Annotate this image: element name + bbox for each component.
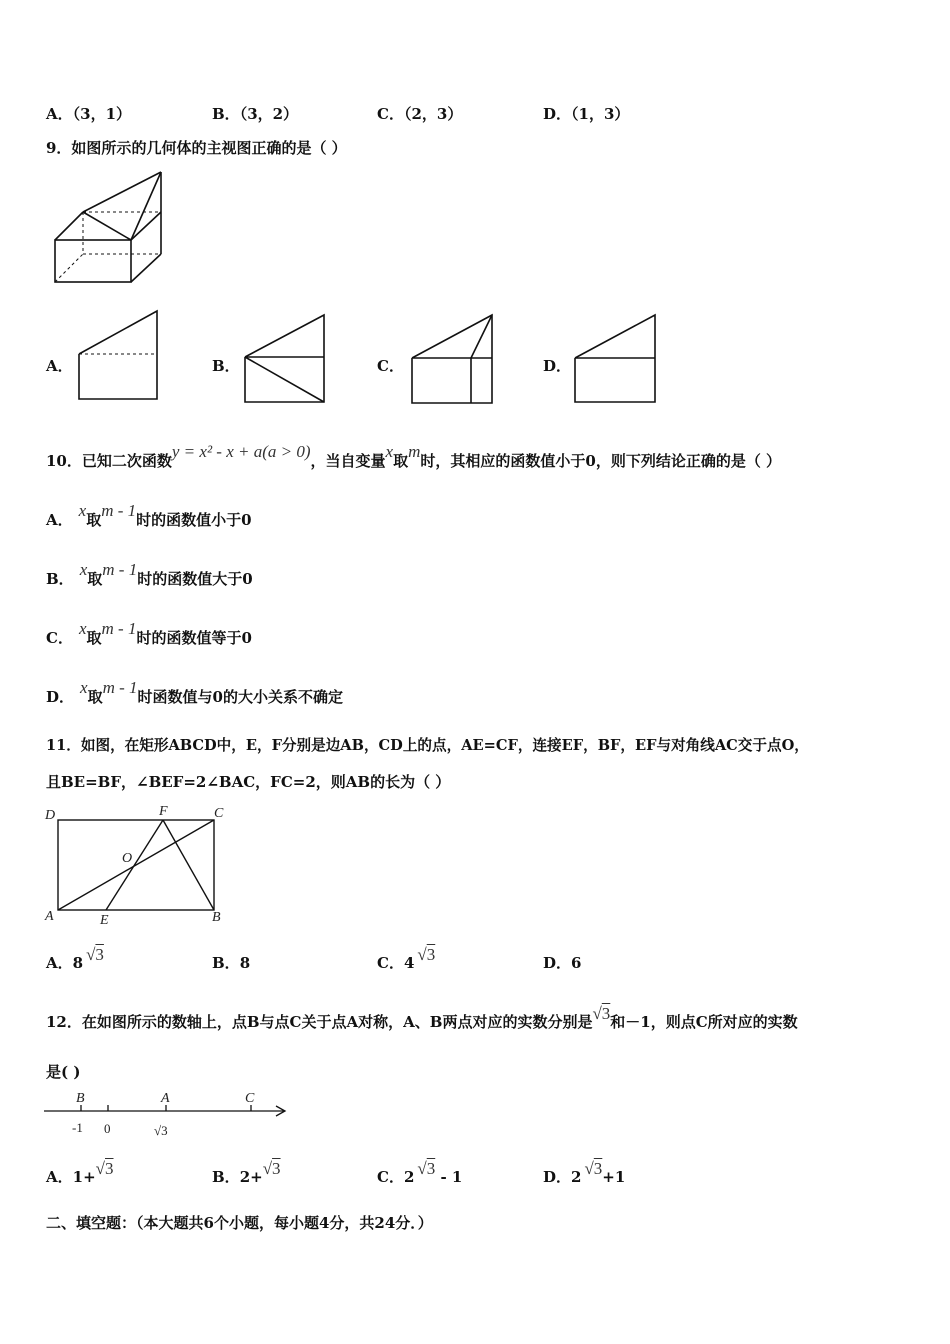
q12-number-line [44,1088,294,1146]
q12-option-c: C．2 √3 - 1 [377,1159,463,1186]
q12-option-b: B．2+√3 [212,1159,281,1186]
q8-option-c: C．（2，3） [377,105,463,123]
q12-option-d: D．2 √3+1 [543,1159,626,1186]
q10-option-d: D． x取m - 1时函数值与0的大小关系不确定 [46,678,343,706]
q9-solid-figure [50,170,170,288]
q9-option-b-label: B． [212,357,240,375]
q10-option-a: A． x取m - 1时的函数值小于0 [46,501,252,529]
q11-label-o: O [122,851,133,866]
q9-option-c-label: C． [377,357,404,375]
q9-option-b-figure [242,312,328,406]
q11-option-c: C．4 √3 [377,945,436,972]
q10-option-b: B． x取m - 1时的函数值大于0 [46,560,253,588]
q11-label-f: F [159,804,168,819]
q12-tick-sqrt3: √3 [154,1123,168,1138]
q11-stem-line2: 且BE=BF，∠BEF=2∠BAC，FC=2，则AB的长为（ ） [46,773,451,791]
q11-label-a: A [45,909,54,924]
q10-option-c: C． x取m - 1时的函数值等于0 [46,619,252,647]
q11-option-b: B．8 [212,954,251,972]
q12-stem-line2: 是( ) [46,1063,81,1081]
q11-rectangle-figure [42,802,242,930]
q12-option-a: A．1+√3 [46,1159,114,1186]
q11-label-b: B [212,910,221,925]
q9-option-d-figure [572,312,660,406]
q11-option-a: A．8 √3 [46,945,104,972]
q12-stem-line1: 12．在如图所示的数轴上，点B与点C关于点A对称，A、B两点对应的实数分别是√3和－1，则点C所对应的实数 [46,1004,798,1031]
q9-option-d-label: D． [543,357,572,375]
q9-option-a-label: A． [46,357,73,375]
q8-option-d: D．（1，3） [543,105,630,123]
q11-label-d: D [45,808,56,823]
q9-stem: 9．如图所示的几何体的主视图正确的是（ ） [46,139,347,157]
q12-point-a: A [161,1091,170,1106]
q12-tick-0: 0 [104,1121,111,1136]
q8-option-a: A．（3，1） [46,105,132,123]
q12-point-c: C [245,1091,255,1106]
q11-label-c: C [214,806,224,821]
q11-option-d: D．6 [543,954,582,972]
q12-point-b: B [76,1091,85,1106]
q9-option-a-figure [76,308,162,402]
q11-label-e: E [100,913,109,928]
q11-stem-line1: 11．如图，在矩形ABCD中，E，F分别是边AB，CD上的点，AE=CF，连接EF，BF，EF与对角线AC交于点O， [46,737,809,754]
q12-tick-neg1: -1 [72,1120,83,1135]
section2-title: 二、填空题：（本大题共6个小题，每小题4分，共24分．） [46,1214,433,1232]
q10-formula: y = x² - x + a(a > 0) [171,442,311,461]
q8-option-b: B．（3，2） [212,105,299,123]
q9-option-c-figure [409,312,497,406]
q10-stem: 10．已知二次函数y = x² - x + a(a > 0)，当自变量x取m时，其相应的函数值小于0，则下列结论正确的是（ ） [46,442,782,470]
